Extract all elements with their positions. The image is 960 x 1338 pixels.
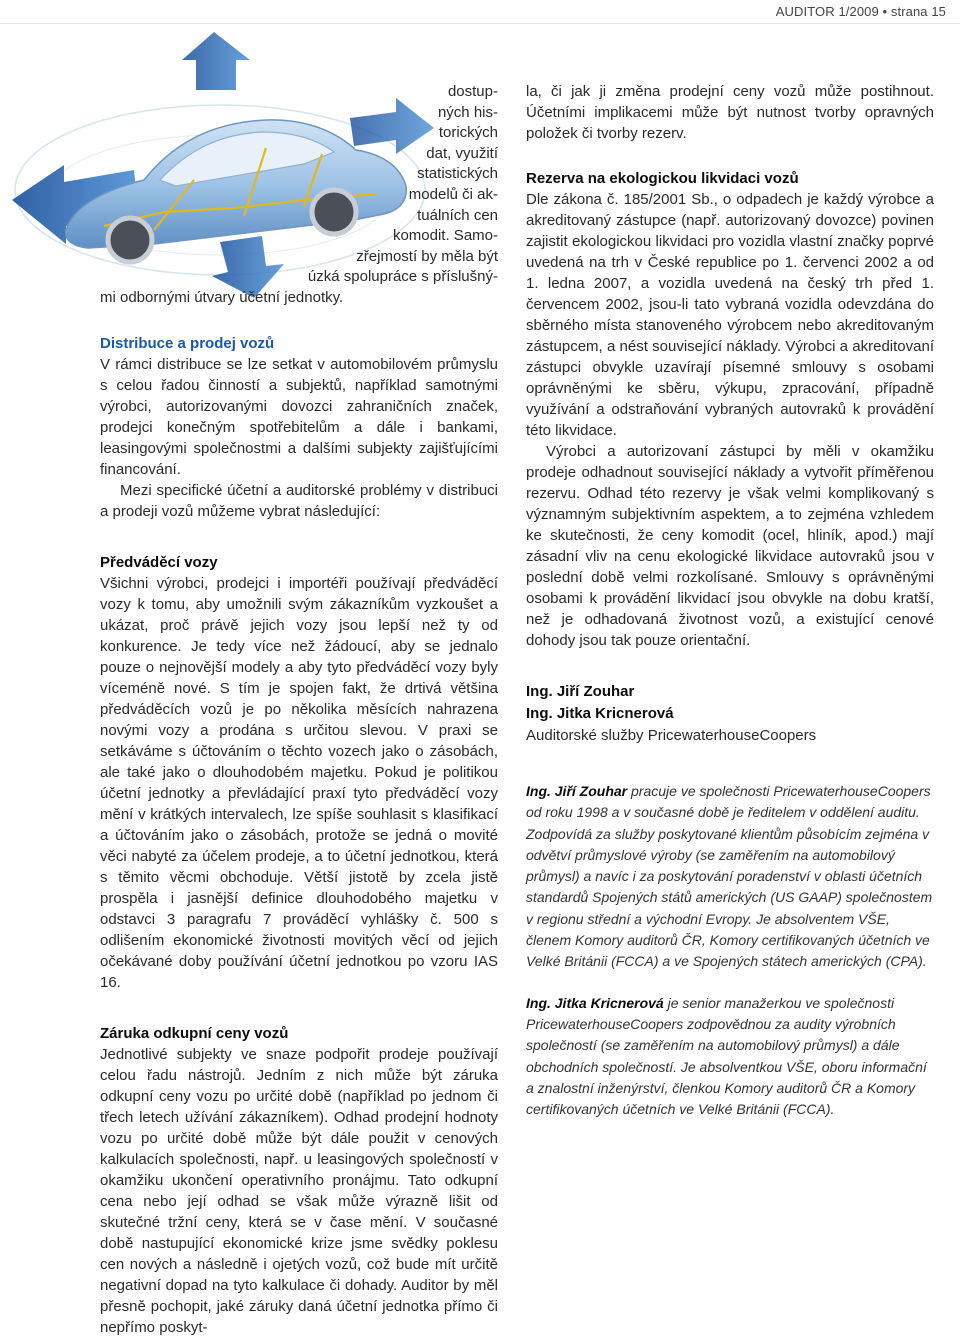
paragraph: Dle zákona č. 185/2001 Sb., o odpadech je každý výrobce a akreditovaný zástupce (např. autorizovaný dovozce) povinen zajistit ekologickou likvidaci pro vozidla vlastní značky poprvé uvedená na trh v České republice po 1. červenci 2002 a od 1. ledna 2007, a vozidla uvedená na český trh před 1. červencem 2002, jsou-li tato vybraná vozidla odevzdána do sběrného místa stanoveného výrobcem nebo akreditovaným zástupcem, a nést související náklady. Výrobci a akreditovaní zástupci obvykle uzavírají písemné smlouvy s osobami oprávněnými ke sběru, výkupu, zpracování, případně využívání a odstraňování vybraných autovraků k provádění této likvidace. <box>526 191 934 439</box>
intro-line: modelů či ak- <box>408 185 498 203</box>
section-heading-zaruka: Záruka odkupní ceny vozů <box>100 1025 289 1042</box>
bio-name: Ing. Jiří Zouhar <box>526 783 628 799</box>
intro-line: torických <box>438 124 498 142</box>
intro-line: statistických <box>417 165 498 183</box>
author-name: Ing. Jiří Zouhar <box>526 683 635 700</box>
intro-line: dat, využití <box>426 144 498 162</box>
bio-name: Ing. Jitka Kricnerová <box>526 994 664 1011</box>
author-bio <box>526 781 934 973</box>
section-heading-distribuce: Distribuce a prodej vozů <box>100 335 275 352</box>
intro-line: komodit. Samo- <box>392 227 498 245</box>
section-heading-rezerva: Rezerva na ekologickou likvidaci vozů <box>526 170 799 187</box>
author-name: Ing. Jitka Kricnerová <box>526 705 674 722</box>
paragraph: Mezi specifické účetní a auditorské problémy v distribuci a prodeji vozů můžeme vybrat následující: <box>100 482 498 520</box>
paragraph: la, či jak ji změna prodejní ceny vozů může postihnout. Účetními implikacemi může být nutnost tvorby opravných položek či tvorby rezerv. <box>526 83 934 142</box>
intro-line: tuálních cen <box>417 206 498 224</box>
intro-line: zřejmostí by měla být <box>356 247 498 265</box>
intro-line: ných his- <box>437 103 498 121</box>
paragraph: Jednotlivé subjekty ve snaze podpořit prodeje používají celou řadu nástrojů. Jedním z nich může být záruka odkupní ceny vozu po určité době (například po jednom či třech letech užívání zákazníkem). Odhad prodejní hodnoty vozu po určité době může být dále použit v cenových kalkulacích společnosti, např. u leasingových společností v okamžiku ukončení operativního pronájmu. Tato odkupní cena nebo její odhad se však může výrazně lišit od skutečné tržní ceny, která se v čase mění. V současné době nastupující ekonomické krize jsme svědky poklesu cen nových a následně i ojetých vozů, což bude mít určitě negativní dopad na tyto kalkulace či dohady. Auditor by měl přesně pochopit, jaké záruky daná účetní jednotka přímo či nepřímo poskyt- <box>100 1046 498 1336</box>
paragraph: Výrobci a autorizovaní zástupci by měli v okamžiku prodeje odhadnout související náklady a vytvořit příměřenou rezervu. Odhad této rezervy je však velmi komplikovaný s významným subjektivním aspektem, a to zejména vzhledem ke skutečnosti, že ceny komodit (ocel, hliník, apod.) mají zásadní vliv na cenu ekologické likvidace autovraků jsou v poslední době velmi rozkolísané. Smlouvy s oprávněnými osobami k provádění likvidací jsou obvykle na dobu kratší, než je odhadovaná životnost vozů, a existující cenové dohody jsou tak pouze orientační. <box>526 443 934 649</box>
section-heading-predvadeci: Předváděcí vozy <box>100 554 218 571</box>
intro-line: úzká spolupráce s příslušný- <box>307 268 498 286</box>
bio-text: je senior manažerkou ve společnosti PricewaterhouseCoopers zodpovědnou za audity výrobních společností (se zaměřením na automobilový průmysl) a dále obchodních společností. Je absolventkou VŠE, oboru informační a znalostní inženýrství, členkou Komory auditorů ČR a Komory certifikovaných účetních ve Velké Británii (FCCA). <box>526 994 927 1118</box>
intro-text <box>100 82 498 309</box>
author-bio <box>526 993 934 1121</box>
paragraph: V rámci distribuce se lze setkat v automobilovém průmyslu s celou řadou činností a subjektů, například samotnými výrobci, autorizovanými dovozci zahraničních značek, prodejci konečným spotřebitelům a dále i bankami, leasingovými společnostmi a dalšími subjekty zajišťujícími financování. <box>100 356 498 478</box>
paragraph: Všichni výrobci, prodejci i importéři používají předváděcí vozy k tomu, aby umožnili svým zákazníkům vyzkoušet a ukázat, proč právě jejich vozy jsou lepší než ty od konkurence. Je tedy více než žádoucí, aby se jednalo pouze o nejnovější modely a aby tyto předváděcí vozy byly víceméně nové. S tím je spojen fakt, že drtivá většina předváděcích vozů je po několika měsících nahrazena novými vozy a prodána s určitou slevou. V praxi se setkáváme s účtováním o těchto vozech jako o zásobách, ale také jako o dlouhodobém majetku. Pokud je politikou účetní jednotky a převládající praxí tyto předváděcí vozy mění v krátkých intervalech, lze spíše souhlasit s klasifikací a účtováním jako o zásobách, protože se jedná o movité věci nabyté za účelem prodeje, a to účetní jednotkou, která s těmito věcmi obchoduje. Větší jistotě by zcela jistě prospěla i jasnější definice dlouhodobého majetku v odstavci 3 paragrafu 7 prováděcí vyhlášky č. 500 s odlišením ekonomické životnosti movitých věcí od jejich očekávané doby používání účetní jednotkou po vzoru IAS 16. <box>100 575 498 991</box>
page-header-text: AUDITOR 1/2009 • strana 15 <box>775 4 946 19</box>
right-column <box>526 81 934 1120</box>
intro-line: mi odbornými útvary účetní jednotky. <box>100 288 344 306</box>
author-company: Auditorské služby PricewaterhouseCoopers <box>526 727 817 744</box>
left-column <box>100 333 498 1338</box>
intro-line: dostup- <box>447 83 498 100</box>
page-header <box>0 0 960 24</box>
bio-text: pracuje ve společnosti PricewaterhouseCoopers od roku 1998 a v současné době je ředitelem v oddělení auditu. Zodpovídá za služby poskytované klientům působícím zejména v odvětví průmyslové výroby (se zaměřením na automobilový průmysl) a navíc i za poskytování poradenství v oblasti účetních standardů Spojených států amerických (US GAAP) společnostem v regionu střední a východní Evropy. Je absolventem VŠE, členem Komory auditorů ČR, Komory certifikovaných účetních ve Velké Británii (FCCA) a ve Spojených státech amerických (CPA). <box>526 783 933 970</box>
